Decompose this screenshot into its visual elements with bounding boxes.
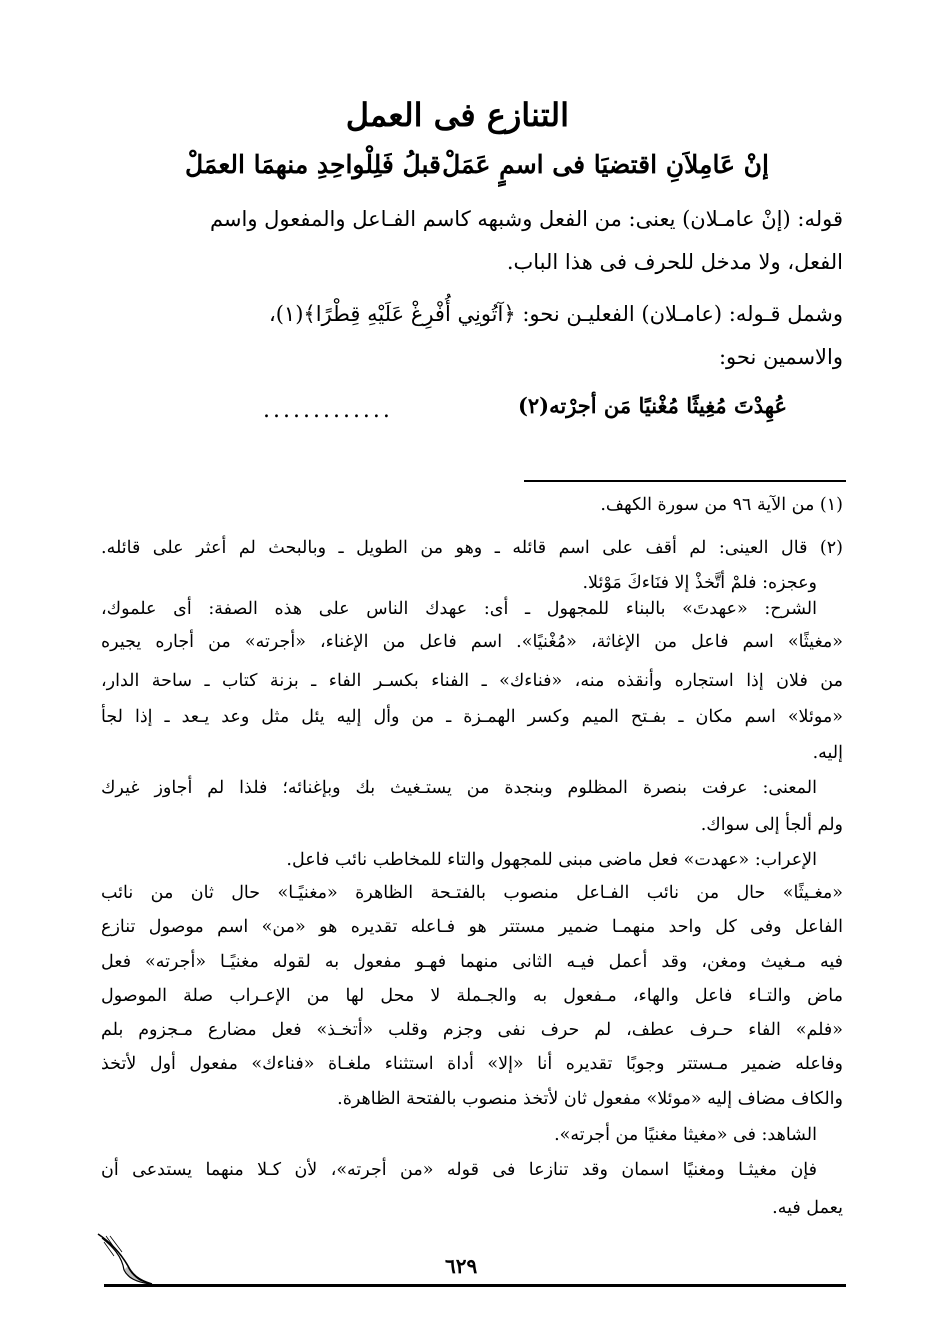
- footnote-line: يعمل فيه.: [772, 1198, 843, 1218]
- footnote-line: «موئلا» اسم مكان ـ بفـتح الميم وكسر الهمـزة ـ من وأل إليه يئل مثل وعد يـعد ـ إذا لجأ: [101, 707, 843, 727]
- footnote-line: فإن مغيثـا ومغنيًا اسمان وقد تنازعا فى قوله «من أجرته»، لأن كـلا منهما يستدعى أن: [101, 1160, 817, 1180]
- footnote-line: الإعراب: «عهدت» فعل ماضى مبنى للمجهول والتاء للمخاطب نائب فاعل.: [286, 850, 817, 870]
- footnote-line: الشاهد: فى «مغيثا مغنيًا من أجرته».: [554, 1125, 817, 1145]
- footnote-line: الشرح: «عهدتَ» بالبناء للمجهول ـ أى: عهدك الناس على هذه الصفة: أى علموك،: [101, 599, 817, 619]
- footnote-line: (٢) قال العينى: لم أقف على اسم قائله ـ وهو من الطويل ـ وبالبحث لم أعثر على قائله.: [101, 538, 843, 558]
- footnote-line: ماض والتـاء فاعل والهاء، مـفعول به والجـملة لا محل لها من الإعـراب صلة الموصول: [101, 986, 843, 1006]
- poem-dots: .............: [263, 398, 393, 423]
- body-line-3: وشمل قـوله: (عامـلان) الفعليـن نحو: ﴿آتُونِي أُفْرِغْ عَلَيْهِ قِطْرًا﴾(١)،: [268, 302, 843, 326]
- footnote-line: الفاعل وفى كل واحد منهمـا ضمير مستتر هو فـاعله تقديره هو «من» اسم موصول تنازع: [101, 917, 843, 937]
- verse-second-hemistich: قبلُ فَلِلْواحِدِ منهمَا العمَلْ: [184, 150, 441, 179]
- footnote-line: وعجزه: فلمْ أتَّخذْ إلا فنَاءكَ مَوْئلا.: [582, 573, 817, 593]
- bottom-rule: [104, 1284, 846, 1287]
- footnote-line: «مغيثًا» اسم فاعل من الإغاثة، «مُغْنيًا». اسم فاعل من الإغناء، «أجرته» من أجاره يجيره: [101, 632, 843, 652]
- footnote-separator: [524, 480, 846, 482]
- footnote-line: والكاف مضاف إليه «موئلا» مفعول ثان لأتخذ منصوب بالفتحة الظاهرة.: [337, 1089, 843, 1109]
- body-line-4: والاسمين نحو:: [718, 345, 843, 369]
- footnote-line: «مغـيثًا» حال من نائب الفـاعل منصوب بالفتـحة الظاهرة «مغنيًـا» حال ثان من نائب: [101, 883, 843, 903]
- poem-line: عُهِدْتَ مُغِيثًا مُغْنيًا مَن أجرْته(٢): [517, 393, 787, 418]
- footnote-line: المعنى: عرفت بنصرة المظلوم وبنجدة من يستـغيث بك وبإغنائه؛ فلذا لم أجاوز غيرك: [101, 778, 817, 798]
- footnote-line: «فلم» الفاء حـرف عطف، لم حرف نفى وجزم وقلب «أتخـذ» فعل مضارع مـجزوم بلم: [101, 1020, 843, 1040]
- quill-icon: [94, 1226, 158, 1290]
- footnote-line: (١) من الآية ٩٦ من سورة الكهف.: [600, 495, 843, 515]
- verse-first-hemistich: إنْ عَامِلاَنِ اقتضيَا فى اسمٍ عَمَلْ: [442, 150, 769, 179]
- footnote-line: وفاعله ضمير مـستتر وجوبًا تقديره أنا «إلا» أداة استثناء ملغـاة «فناءك» مفعول أول لأتخذ: [101, 1054, 843, 1074]
- body-line-1: قوله: (إنْ عامـلان) يعنى: من الفعل وشبهه كاسم الفـاعل والمفعول واسم: [209, 207, 843, 231]
- footnote-line: فيه مـغيث ومغن، وقد أعمل فيـه الثانى منهما فهـو مفعول به لقوله مغنيًـا «أجرته» فعل: [101, 952, 843, 972]
- footnote-line: إليه.: [812, 743, 843, 763]
- footnote-line: ولم ألجأ إلى سواك.: [700, 815, 843, 835]
- page-number: ٦٢٩: [445, 1254, 478, 1278]
- footnote-line: من فلان إذا استجاره وأنقذه منه، «فناءك» ـ الفناء بكسـر الفاء ـ بزنة كتاب ـ ساحة الدار،: [101, 671, 843, 691]
- body-line-2: الفعل، ولا مدخل للحرف فى هذا الباب.: [506, 250, 843, 274]
- page-title: التنازع فى العمل: [345, 96, 569, 134]
